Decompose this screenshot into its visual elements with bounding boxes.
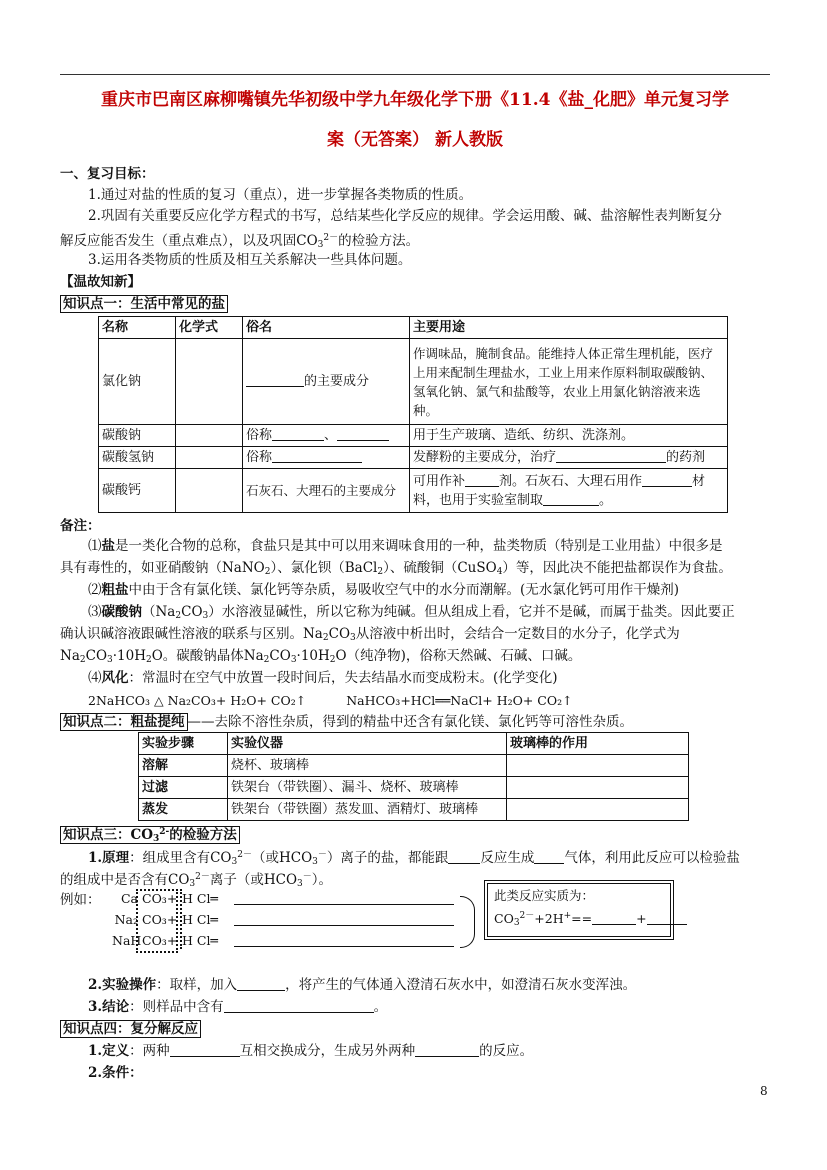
t2-header-role: 玻璃棒的作用	[507, 733, 689, 755]
example-label: 例如：	[60, 892, 101, 908]
definition-line: 1.定义：两种 互相交换成分，生成另外两种 的反应。	[88, 1043, 534, 1059]
col-header-common: 俗名	[243, 317, 410, 339]
doc-title-line1: 重庆市巴南区麻柳嘴镇先华初级中学九年级化学下册《11.4《盐_化肥》单元复习学	[101, 90, 729, 110]
note-3c: $Na_2CO_3\cdot 10H_2O$。碳酸钠晶体$Na_2CO_3\cdot 10H_2O$（纯净物)，俗称天然碱、石碱、口碱。	[60, 648, 582, 665]
equations-line	[88, 690, 803, 711]
principle-line1: 1.原理：组成里含有$CO_3^{2-}$（或$HCO_3^-$）离子的盐，都能跟 反应生成 气体，利用此反应可以检验盐	[88, 850, 740, 867]
goal-2b: 解反应能否发生（重点难点），以及巩固$CO_3^{2-}$的检验方法。	[60, 233, 420, 250]
review-heading: 一、复习目标：	[60, 166, 155, 182]
ion-dotted-divider	[180, 889, 182, 949]
nahco3-name: 碳酸氢钠	[99, 447, 176, 469]
essence-box: 此类反应实质为： $CO_3^{2-}+2H^+==$ +	[484, 880, 674, 940]
page-number: 8	[760, 1084, 768, 1098]
na2co3-formula	[176, 425, 243, 447]
salts-table	[98, 316, 728, 513]
table-row: 过滤 铁架台（带铁圈）、漏斗、烧杯、玻璃棒	[139, 777, 689, 799]
col-header-use: 主要用途	[410, 317, 728, 339]
caco3-common: 石灰石、大理石的主要成分	[243, 469, 410, 513]
equation-2: NaHCO₃+HCl══NaCl+ H₂O+ CO₂↑	[346, 693, 573, 708]
nacl-common: 的主要成分	[243, 339, 410, 425]
nacl-formula	[176, 339, 243, 425]
nacl-name: 氯化钠	[99, 339, 176, 425]
t2-header-step: 实验步骤	[139, 733, 228, 755]
principle-line2: 的组成中是否含有$CO_3^{2-}$离子（或$HCO_3^-$）。	[60, 872, 333, 889]
note-1b: 具有毒性的，如亚硝酸钠（NaNO$_2$）、氯化钡（BaCl$_2$）、硫酸铜（CuSO$_4$）等，因此决不能把盐都误作为食盐。	[60, 560, 732, 577]
col-header-name: 名称	[99, 317, 176, 339]
nacl-use: 作调味品，腌制食品。能维持人体正常生理机能，医疗上用来配制生理盐水，工业上用来作原料制取碳酸钠、氢氧化钠、氯气和盐酸等，农业上用氯化钠溶液来选种。	[410, 339, 728, 425]
kp3-title: 知识点三：$CO_3^{2-}$的检验方法	[60, 822, 775, 850]
operation-line: 2.实验操作：取样，加入 ，将产生的气体通入澄清石灰水中，如澄清石灰水变浑浊。	[88, 977, 637, 993]
nahco3-common: 俗称	[243, 447, 410, 469]
ion-dotted-box	[136, 889, 178, 953]
goal-2a: 2.巩固有关重要反应化学方程式的书写，总结某些化学反应的规律。学会运用酸、碱、盐溶解性表判断复分	[88, 208, 722, 224]
caco3-name: 碳酸钙	[99, 469, 176, 513]
caco3-use: 可用作补 剂。石灰石、大理石用作 材 料，也用于实验室制取 。	[410, 469, 728, 513]
note-2: ⑵粗盐中由于含有氯化镁、氯化钙等杂质，易吸收空气中的水分而潮解。(无水氯化钙可用作干燥剂)	[88, 582, 680, 598]
table-row: 溶解 烧杯、玻璃棒	[139, 755, 689, 777]
header-rule	[60, 74, 770, 75]
nahco3-formula	[176, 447, 243, 469]
goal-3: 3.运用各类物质的性质及相互关系解决一些具体问题。	[88, 252, 412, 268]
kp4-title: 知识点四：复分解反应	[60, 1019, 775, 1040]
condition-line: 2.条件：	[88, 1065, 143, 1081]
note-4: ⑷风化：常温时在空气中放置一段时间后，失去结晶水而变成粉末。(化学变化)	[88, 670, 558, 686]
note-1a: ⑴盐是一类化合物的总称，食盐只是其中可以用来调味食用的一种，盐类物质（特别是工业用盐）中很多是	[88, 538, 723, 554]
kp2-line: 知识点二：粗盐提纯 ——去除不溶性杂质，得到的精盐中还含有氯化镁、氯化钙等可溶性杂质。	[60, 712, 775, 733]
goal-1: 1.通过对盐的性质的复习（重点），进一步掌握各类物质的性质。	[88, 187, 473, 203]
na2co3-use: 用于生产玻璃、造纸、纺织、洗涤剂。	[410, 425, 728, 447]
equation-1: 2NaHCO₃ △ Na₂CO₃+ H₂O+ CO₂↑	[88, 693, 307, 708]
na2co3-common: 俗称 、	[243, 425, 410, 447]
conclusion-line: 3.结论：则样品中含有 。	[88, 999, 388, 1015]
table-row: 蒸发 铁架台（带铁圈）蒸发皿、酒精灯、玻璃棒	[139, 799, 689, 821]
kp1-title: 知识点一：生活中常见的盐	[60, 294, 775, 315]
t2-header-tool: 实验仪器	[228, 733, 507, 755]
warm-label: 【温故知新】	[60, 274, 141, 290]
note-3b: 确认识碱溶液跟碱性溶液的联系与区别。$Na_2CO_3$从溶液中析出时，会结合一定数目的水分子，化学式为	[60, 626, 680, 643]
doc-title-line2: 案（无答案） 新人教版	[327, 130, 503, 150]
nahco3-use: 发酵粉的主要成分，治疗 的药剂	[410, 447, 728, 469]
col-header-formula: 化学式	[176, 317, 243, 339]
example-equations: Ca CO₃+ H Cl═ Na₂ CO₃+ H Cl═ NaHCO₃+ H Cl═	[112, 888, 472, 951]
notes-label: 备注：	[60, 518, 101, 534]
caco3-formula	[176, 469, 243, 513]
na2co3-name: 碳酸钠	[99, 425, 176, 447]
bracket	[460, 896, 475, 948]
note-3a: ⑶碳酸钠$(Na_2CO_3)$水溶液显碱性，所以它称为纯碱。但从组成上看，它并不是碱，而属于盐类。因此要正	[88, 604, 735, 621]
purification-table	[138, 732, 689, 821]
